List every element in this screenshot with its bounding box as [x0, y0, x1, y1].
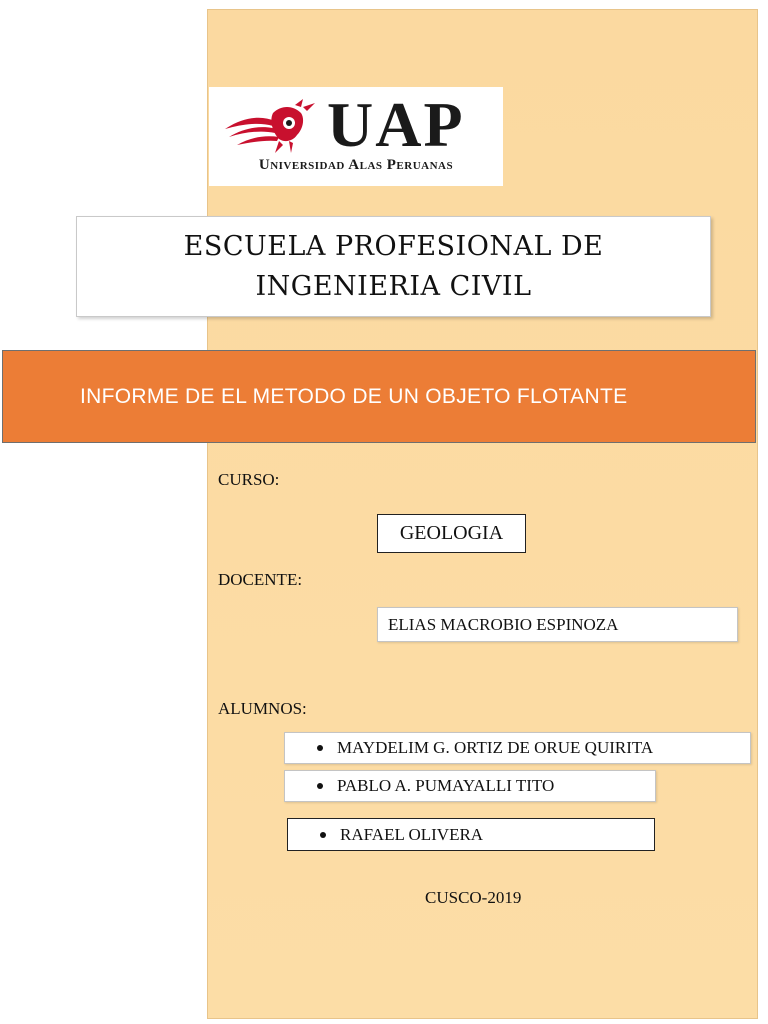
- logo-acronym: UAP: [327, 89, 465, 160]
- student-item: [284, 770, 656, 802]
- course-value: GEOLOGIA: [399, 522, 504, 544]
- teacher-value-box: [377, 607, 738, 642]
- student-name: RAFAEL OLIVERA: [340, 824, 484, 844]
- report-title: INFORME DE EL METODO DE UN OBJETO FLOTANTE: [80, 384, 628, 408]
- students-label: ALUMNOS:: [218, 699, 307, 718]
- student-item: [287, 818, 655, 851]
- teacher-label: DOCENTE:: [218, 570, 303, 589]
- course-value-box: [377, 514, 526, 553]
- report-title-band: [2, 350, 756, 443]
- student-name: MAYDELIM G. ORTIZ DE ORUE QUIRITA: [337, 738, 654, 757]
- school-title: ESCUELA PROFESIONAL DE INGENIERIA CIVIL: [183, 230, 604, 302]
- teacher-value: ELIAS MACROBIO ESPINOZA: [388, 614, 619, 634]
- school-title-box: [76, 216, 711, 317]
- course-label: CURSO:: [218, 470, 280, 489]
- place-year: CUSCO-2019: [425, 888, 522, 907]
- logo-university-name: Universidad Alas Peruanas: [258, 157, 454, 173]
- student-item: [284, 732, 751, 764]
- winged-bird-emblem-icon: [223, 99, 323, 155]
- bullet-icon: [320, 832, 326, 838]
- university-logo: [209, 87, 503, 186]
- student-name: PABLO A. PUMAYALLI TITO: [337, 776, 555, 795]
- bullet-icon: [317, 745, 323, 751]
- bullet-icon: [317, 783, 323, 789]
